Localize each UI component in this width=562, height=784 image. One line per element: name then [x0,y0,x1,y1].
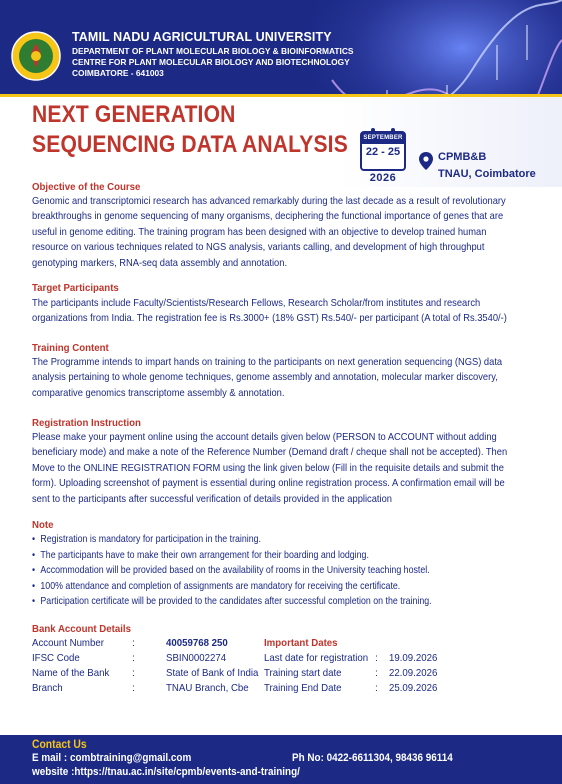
registration-line: Please make your payment online using the account details given below (PERSON to ACCOUNT without adding [32,431,497,443]
bank-colon: : [132,682,135,694]
bank-row [32,682,532,697]
registration-line: sent to the participants after successful verification of details provided in the application [32,492,392,505]
venue-location: TNAU, Coimbatore [438,168,536,180]
date-label: Last date for registration [264,652,369,664]
training-start-date: 22.09.2026 [389,667,438,679]
course-title-line-1: NEXT GENERATION [32,101,236,128]
objective-line: Genomic and transcriptomici research has advanced remarkably during the last decade as a result of revolutionary [32,195,506,207]
bank-colon: : [132,652,135,664]
bank-heading: Bank Account Details [32,623,131,635]
objective-line: genotyping markers, RNA-seq data assembly and annotation. [32,256,288,269]
bank-branch: TNAU Branch, Cbe [166,682,249,694]
note-item: • Registration is mandatory for participation in the training. [32,532,519,548]
contact-heading: Contact Us [32,739,87,751]
map-pin-icon [419,152,433,170]
bank-name: State of Bank of India [166,667,259,679]
calendar-icon [360,131,406,171]
header-banner [0,0,562,95]
website-link[interactable]: website :https://tnau.ac.in/site/cpmb/events-and-training/ [32,766,300,778]
target-text [32,296,527,327]
registration-deadline: 19.09.2026 [389,652,438,664]
bank-colon: : [132,637,135,649]
note-list [32,532,519,610]
note-item: • The participants have to make their own arrangement for their boarding and lodging. [32,548,519,564]
content-line: analysis pertaining to whole genome techniques, genome assembly and annotation, molecular marker discovery, [32,371,498,384]
target-line: organizations from India. The registration fee is Rs.3000+ (18% GST) Rs.540/- per participant (A total of Rs.3540/-) [32,312,507,325]
note-item: • Accommodation will be provided based on the availability of rooms in the University teaching hostel. [32,563,519,579]
bank-label: Account Number [32,637,104,649]
city-address: COIMBATORE - 641003 [72,68,164,78]
target-line: The participants include Faculty/Scientists/Research Fellows, Research Scholar/from institutes and research [32,297,481,309]
important-dates-heading: Important Dates [264,637,338,649]
date-label: Training End Date [264,682,342,694]
content-text [32,355,527,401]
note-item: • 100% attendance and completion of assignments are mandatory for receiving the certificate. [32,579,519,595]
registration-heading: Registration Instruction [32,417,141,429]
date-colon: : [375,682,378,694]
note-item: • Participation certificate will be provided to the candidates after successful completion on the training. [32,594,519,610]
venue-name: CPMB&B [438,151,487,163]
event-month: SEPTEMBER [362,133,404,144]
bank-row [32,652,532,667]
event-dates: 22 - 25 [365,146,401,158]
target-heading: Target Participants [32,282,119,294]
bank-row [32,637,532,652]
content-heading: Training Content [32,342,109,354]
objective-line: breakthroughs in genome sequencing of many organisms, deciphering the functional importance of genes that are [32,210,504,223]
centre-name: CENTRE FOR PLANT MOLECULAR BIOLOGY AND BIOTECHNOLOGY [72,57,350,67]
event-year: 2026 [369,172,397,184]
content-line: The Programme intends to impart hands on training to the participants on next generation sequencing (NGS) data [32,356,503,368]
objective-line: useful in genome editing. The training program has been designed with an objective to develop trained human [32,225,487,238]
date-colon: : [375,667,378,679]
note-heading: Note [32,519,54,531]
contact-email[interactable]: E mail : combtraining@gmail.com [32,752,192,764]
contact-phone: Ph No: 0422-6611304, 98436 96114 [292,752,453,764]
bank-colon: : [132,667,135,679]
registration-line: form). Uploading screenshot of payment is essential during online registration process. A confirmation email will be [32,477,505,490]
objective-text [32,194,527,271]
registration-line: beneficiary mode) and make a note of the Reference Number (Demand draft / cheque shall not be accepted). Then [32,446,508,459]
objective-heading: Objective of the Course [32,181,141,193]
university-name: TAMIL NADU AGRICULTURAL UNIVERSITY [72,30,332,44]
date-colon: : [375,652,378,664]
training-end-date: 25.09.2026 [389,682,438,694]
registration-line: Move to the ONLINE REGISTRATION FORM using the link given below (Fill in the requisite details and submit the [32,461,504,474]
bank-label: Name of the Bank [32,667,110,679]
bank-row [32,667,532,682]
content-line: comparative genomics transcriptome assembly & annotation. [32,386,285,399]
course-title-line-2: SEQUENCING DATA ANALYSIS [32,131,348,158]
ifsc-code: SBIN0002274 [166,652,227,664]
bank-label: IFSC Code [32,652,80,664]
account-number: 40059768 250 [166,637,228,649]
date-label: Training start date [264,667,342,679]
bank-label: Branch [32,682,63,694]
department-name: DEPARTMENT OF PLANT MOLECULAR BIOLOGY & BIOINFORMATICS [72,46,354,56]
registration-text [32,430,527,507]
objective-line: resource on various techniques related to NGS analysis, variants calling, and development of high throughput [32,241,485,254]
university-logo-icon [10,30,62,82]
